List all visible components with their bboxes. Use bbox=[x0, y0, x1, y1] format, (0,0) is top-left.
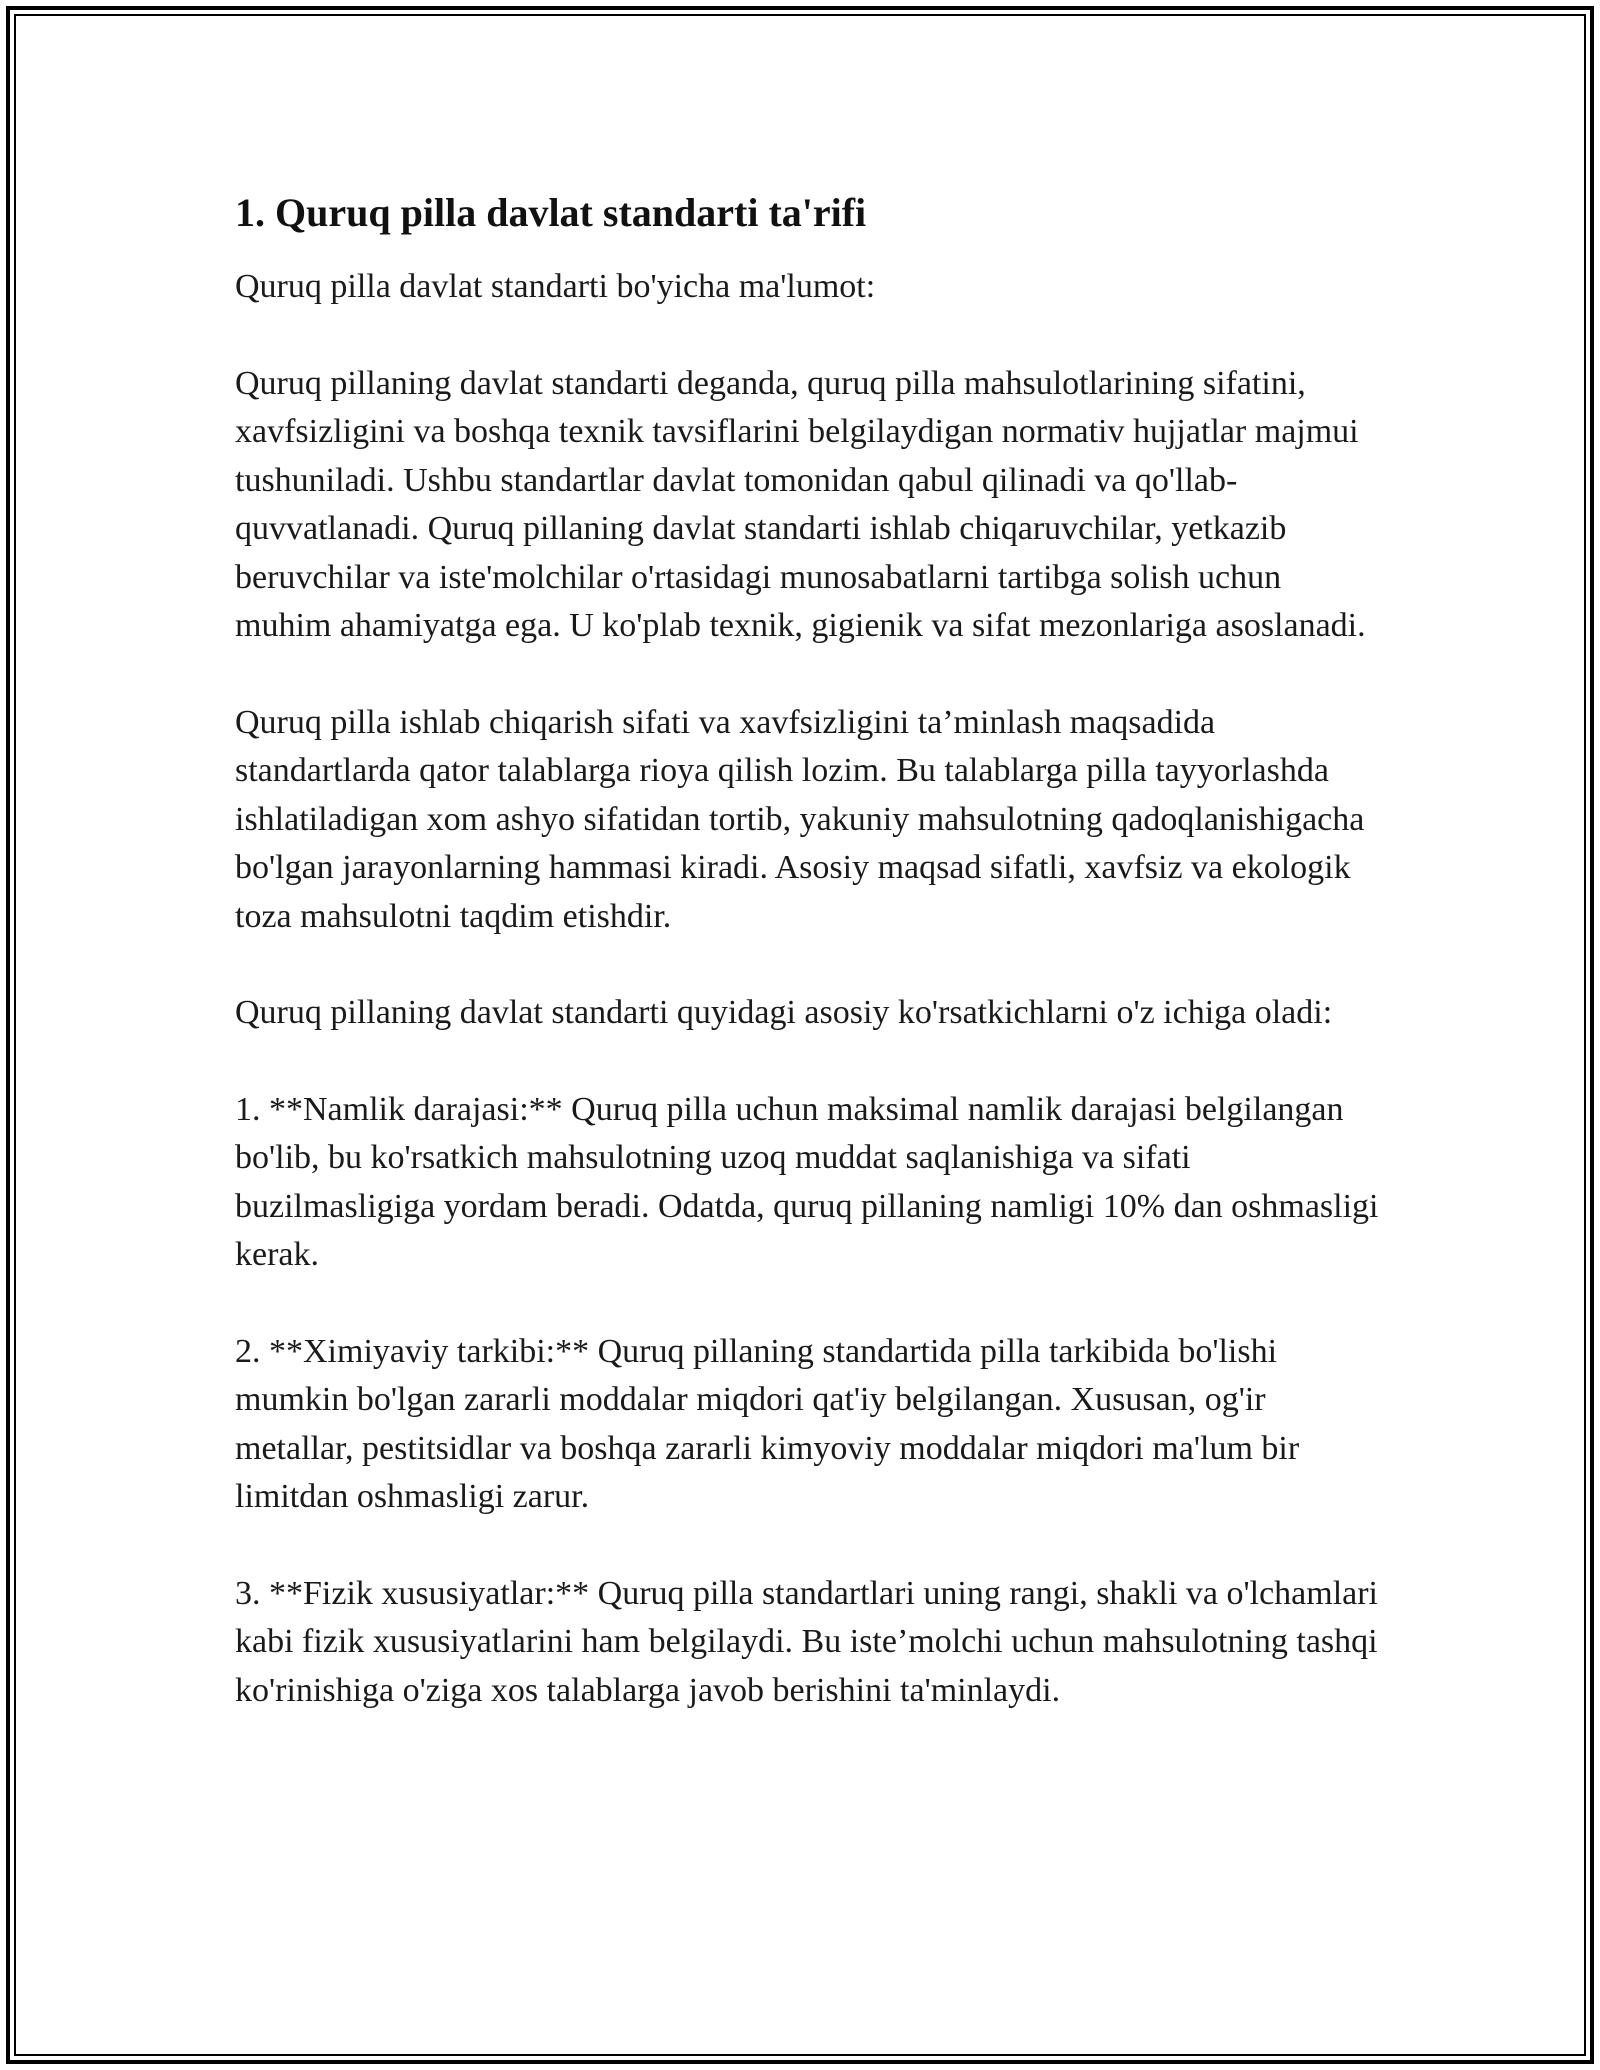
paragraph-definition: Quruq pillaning davlat standarti deganda, quruq pilla mahsulotlarining sifatini, xavfsizligini va boshqa texnik tavsiflarini belgilaydigan normativ hujjatlar majmui tushuniladi. Ushbu standartlar davlat tomonidan qabul qilinadi va qo'llab-quvvatlanadi. Quruq pillaning davlat standarti ishlab chiqaruvchilar, yetkazib beruvchilar va iste'molchilar o'rtasidagi munosabatlarni tartibga solish uchun muhim ahamiyatga ega. U ko'plab texnik, gigienik va sifat mezonlariga asoslanadi. bbox=[235, 364, 1366, 644]
list-item-moisture: 1. **Namlik darajasi:** Quruq pilla uchun maksimal namlik darajasi belgilangan bo'lib, bu ko'rsatkich mahsulotning uzoq muddat saqlanishiga va sifati buzilmasligiga yordam beradi. Odatda, quruq pillaning namligi 10% dan oshmasligi kerak. bbox=[235, 1090, 1379, 1273]
paragraph-requirements: Quruq pilla ishlab chiqarish sifati va xavfsizligini ta’minlash maqsadida standartlarda qator talablarga rioya qilish lozim. Bu talablarga pilla tayyorlashda ishlatiladigan xom ashyo sifatidan tortib, yakuniy mahsulotning qadoqlanishigacha bo'lgan jarayonlarning hammasi kiradi. Asosiy maqsad sifatli, xavfsiz va ekologik toza mahsulotni taqdim etishdir. bbox=[235, 703, 1365, 935]
paragraph-indicators-intro: Quruq pillaning davlat standarti quyidagi asosiy ko'rsatkichlarni o'z ichiga oladi: bbox=[235, 994, 1333, 1031]
section-heading: 1. Quruq pilla davlat standarti ta'rifi bbox=[235, 190, 867, 235]
intro-line: Quruq pilla davlat standarti bo'yicha ma'lumot: bbox=[235, 268, 876, 305]
document-body bbox=[235, 185, 1385, 1763]
list-item-chemical: 2. **Ximiyaviy tarkibi:** Quruq pillaning standartida pilla tarkibida bo'lishi mumkin bo'lgan zararli moddalar miqdori qat'iy belgilangan. Xususan, og'ir metallar, pestitsidlar va boshqa zararli kimyoviy moddalar miqdori ma'lum bir limitdan oshmasligi zarur. bbox=[235, 1332, 1300, 1515]
list-item-physical: 3. **Fizik xususiyatlar:** Quruq pilla standartlari uning rangi, shakli va o'lchamlari kabi fizik xususiyatlarini ham belgilaydi. Bu iste’molchi uchun mahsulotning tashqi ko'rinishiga o'ziga xos talablarga javob berishini ta'minlaydi. bbox=[235, 1574, 1379, 1709]
